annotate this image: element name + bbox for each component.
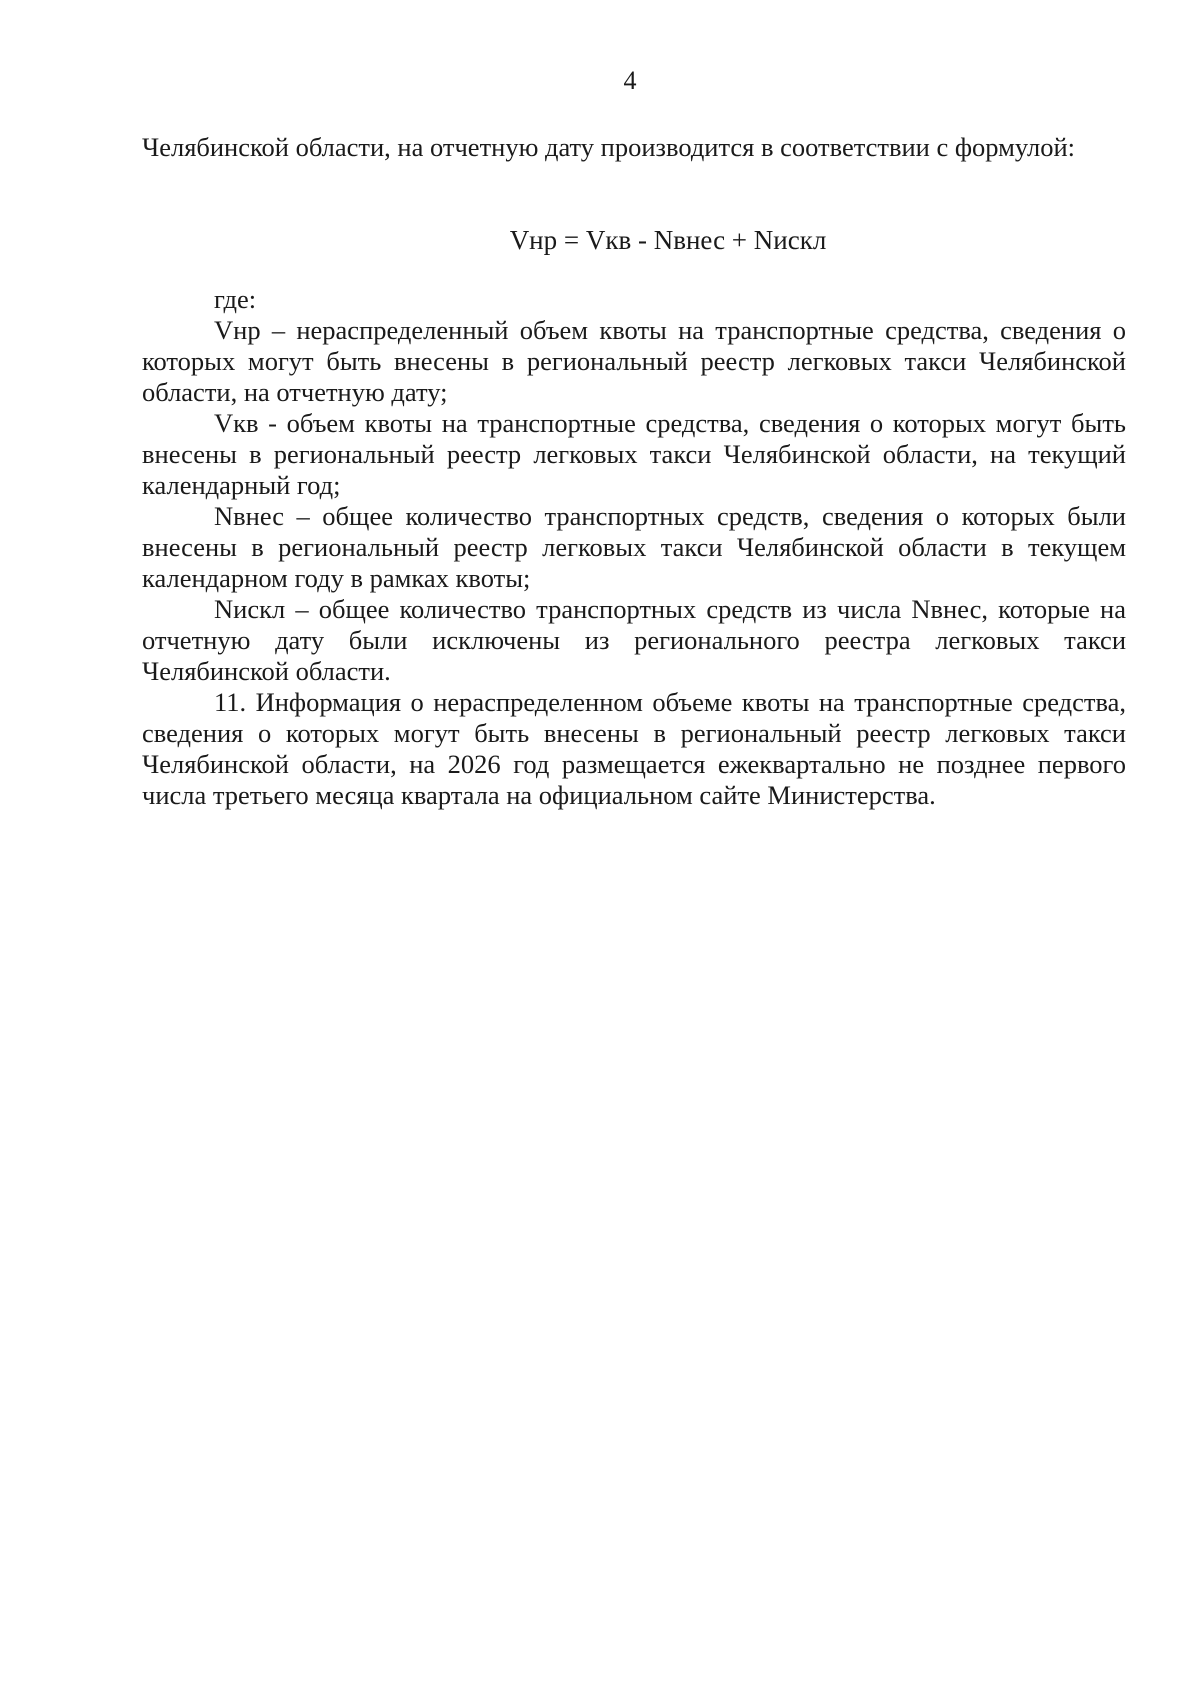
where-label: где: [214, 284, 257, 314]
definition-nvnes: Nвнес – общее количество транспортных средств, сведения о которых были внесены в региональный реестр легковых такси Челябинской области в текущем календарном году в рамках квоты; [142, 501, 1126, 593]
definition-niskl: Nискл – общее количество транспортных средств из числа Nвнес, которые на отчетную дату были исключены из регионального реестра легковых такси Челябинской области. [142, 594, 1126, 686]
clause-11-paragraph: 11. Информация о нераспределенном объеме квоты на транспортные средства, сведения о которых могут быть внесены в региональный реестр легковых такси Челябинской области, на 2026 год размещается ежеквартально не позднее первого числа третьего месяца квартала на официальном сайте Министерства. [142, 687, 1126, 810]
page-number: 4 [623, 66, 637, 95]
formula: Vнр = Vкв - Nвнес + Nискл [509, 225, 827, 255]
definition-vnr: Vнр – нераспределенный объем квоты на транспортные средства, сведения о которых могут быть внесены в региональный реестр легковых такси Челябинской области, на отчетную дату; [142, 315, 1126, 407]
definitions-block [142, 284, 1126, 811]
intro-paragraph: Челябинской области, на отчетную дату производится в соответствии с формулой: [142, 132, 1075, 162]
definition-vkv: Vкв - объем квоты на транспортные средства, сведения о которых могут быть внесены в региональный реестр легковых такси Челябинской области, на текущий календарный год; [142, 408, 1126, 500]
intro-block [142, 132, 1126, 163]
